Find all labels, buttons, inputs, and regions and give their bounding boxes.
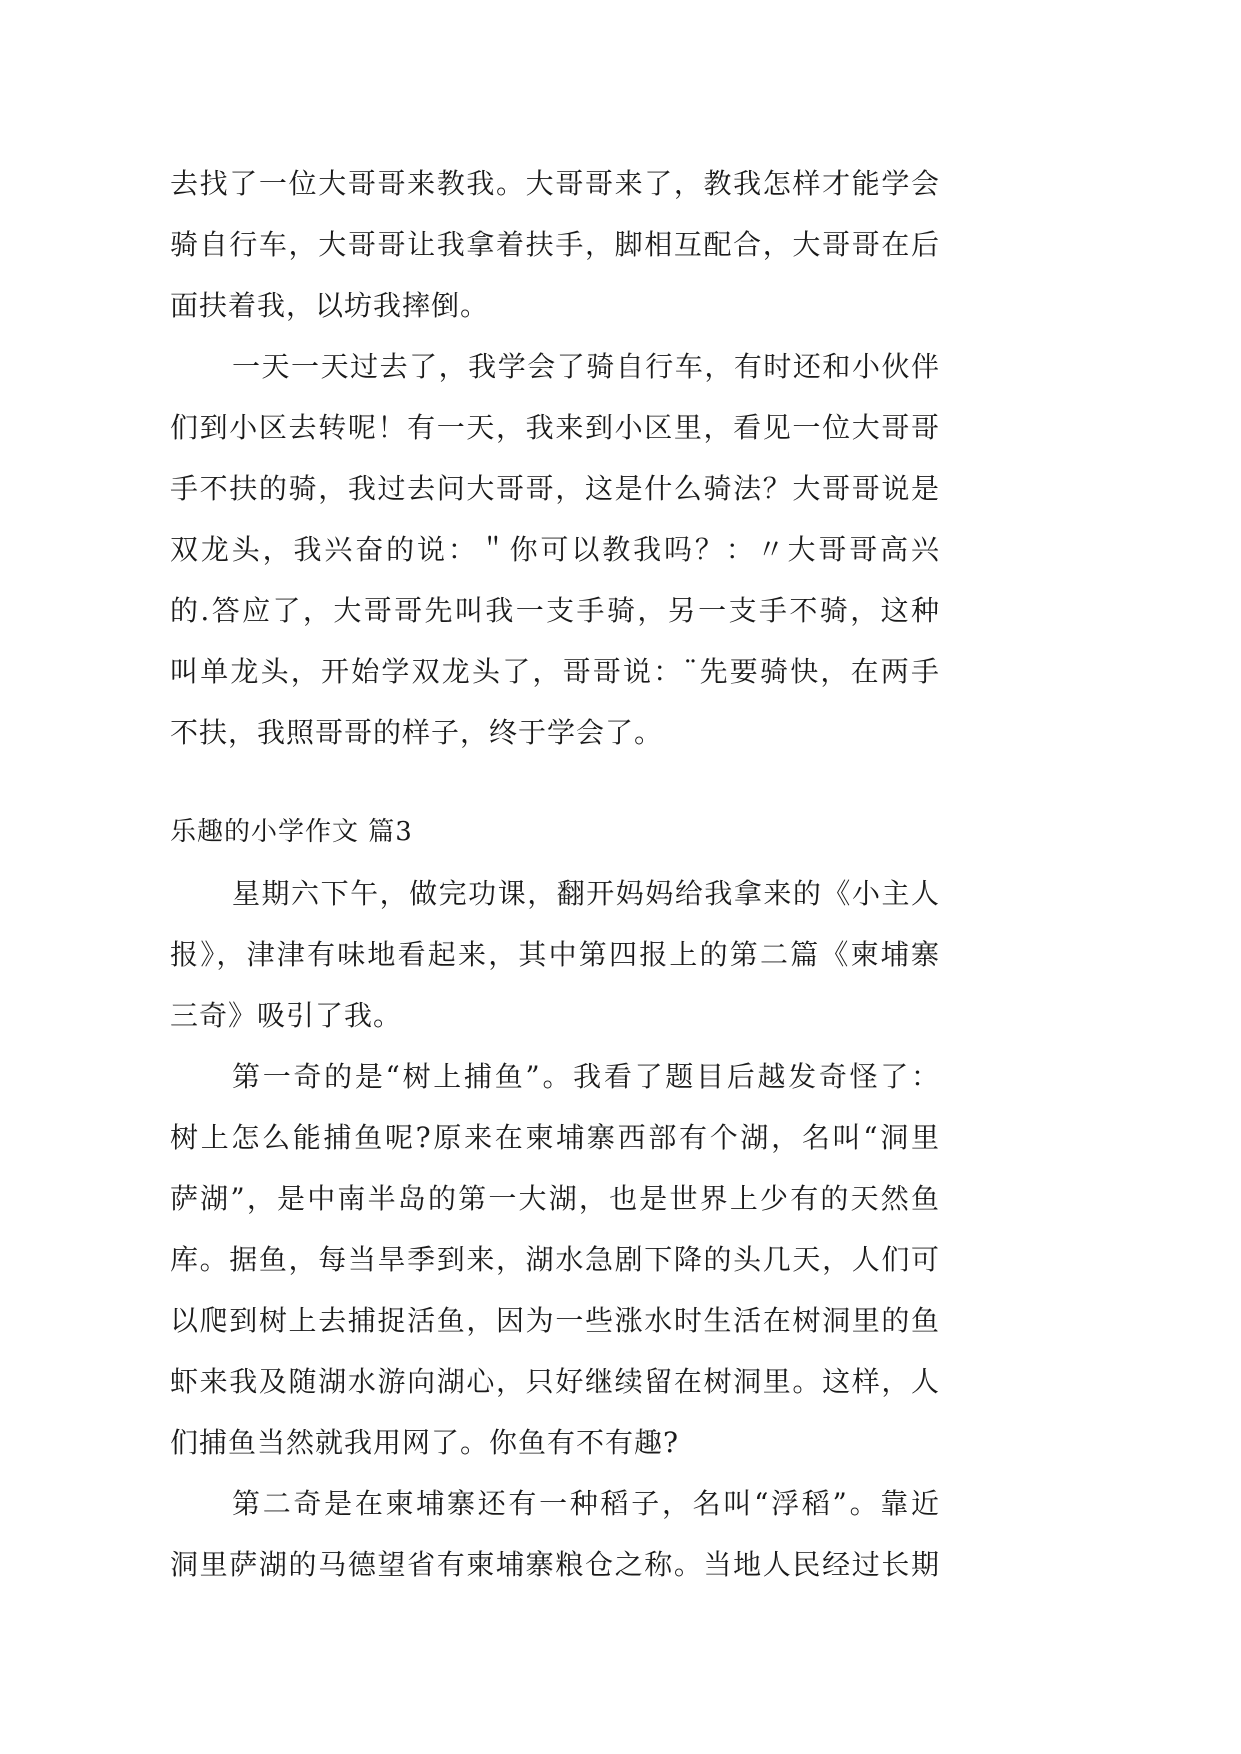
text-line: 第一奇的是“树上捕鱼”。我看了题目后越发奇怪了：: [232, 1060, 940, 1093]
text-line: 去找了一位大哥哥来教我。大哥哥来了，教我怎样才能学会: [170, 167, 940, 200]
text-line: 一天一天过去了，我学会了骑自行车，有时还和小伙伴: [232, 350, 940, 383]
text-line: 库。据鱼，每当旱季到来，湖水急剧下降的头几天，人们可: [170, 1243, 940, 1276]
text-line: 骑自行车，大哥哥让我拿着扶手，脚相互配合，大哥哥在后: [170, 228, 940, 261]
text-line: 三奇》吸引了我。: [170, 999, 403, 1032]
text-line: 双龙头，我兴奋的说：＂你可以教我吗？：〃大哥哥高兴: [170, 533, 940, 566]
text-line: 手不扶的骑，我过去问大哥哥，这是什么骑法？大哥哥说是: [170, 472, 940, 505]
document-body: [170, 153, 940, 1595]
paragraph: [170, 336, 940, 763]
text-line: 洞里萨湖的马德望省有柬埔寨粮仓之称。当地人民经过长期: [170, 1548, 940, 1581]
text-line: 第二奇是在柬埔寨还有一种稻子，名叫“浮稻”。靠近: [232, 1487, 940, 1520]
text-line: 不扶，我照哥哥的样子，终于学会了。: [170, 716, 664, 749]
paragraph: [170, 863, 940, 1046]
text-line: 树上怎么能捕鱼呢?原来在柬埔寨西部有个湖，名叫“洞里: [170, 1121, 940, 1154]
article-title: 乐趣的小学作文 篇3: [170, 817, 413, 847]
text-line: 萨湖”，是中南半岛的第一大湖，也是世界上少有的天然鱼: [170, 1182, 940, 1215]
text-line: 面扶着我，以坊我摔倒。: [170, 289, 490, 322]
text-line: 以爬到树上去捕捉活鱼，因为一些涨水时生活在树洞里的鱼: [170, 1304, 940, 1337]
text-line: 的.答应了，大哥哥先叫我一支手骑，另一支手不骑，这种: [170, 594, 940, 627]
text-line: 虾来我及随湖水游向湖心，只好继续留在树洞里。这样，人: [170, 1365, 940, 1398]
text-line: 报》，津津有味地看起来，其中第四报上的第二篇《柬埔寨: [170, 938, 940, 971]
text-line: 们到小区去转呢！有一天，我来到小区里，看见一位大哥哥: [170, 411, 940, 444]
paragraph: [170, 153, 940, 336]
text-line: 们捕鱼当然就我用网了。你鱼有不有趣?: [170, 1426, 680, 1459]
paragraph: [170, 1046, 940, 1473]
paragraph: [170, 1473, 940, 1595]
text-line: 星期六下午，做完功课，翻开妈妈给我拿来的《小主人: [232, 877, 940, 910]
text-line: 叫单龙头，开始学双龙头了，哥哥说：¨先要骑快，在两手: [170, 655, 940, 688]
